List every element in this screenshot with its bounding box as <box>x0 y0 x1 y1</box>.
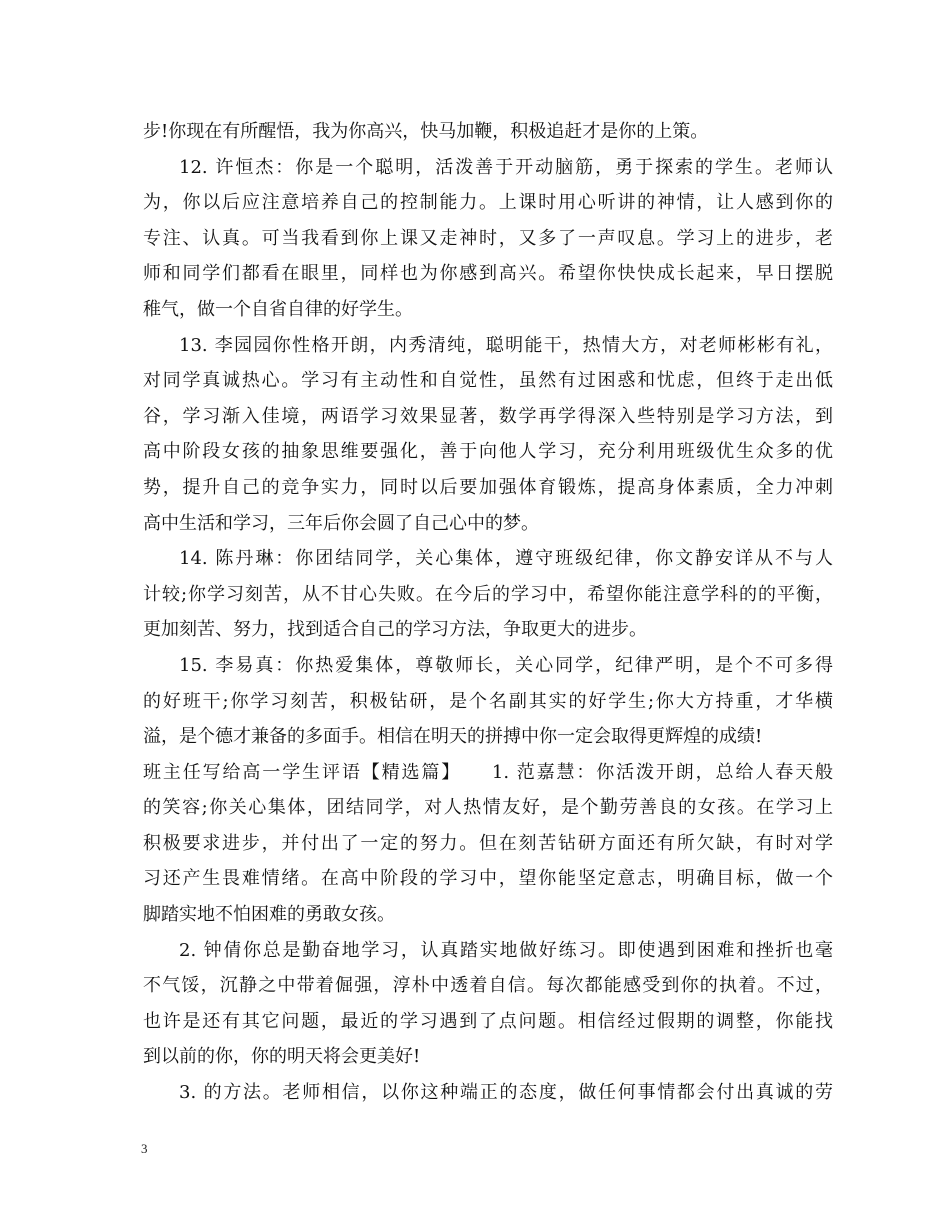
text-line: 2. 钟倩你总是勤奋地学习，认真踏实地做好练习。即使遇到困难和挫折也毫 <box>179 939 833 961</box>
text-line: 12. 许恒杰：你是一个聪明，活泼善于开动脑筋，勇于探索的学生。老师认 <box>179 156 833 178</box>
text-line: 到以前的你，你的明天将会更美好! <box>143 1046 421 1068</box>
text-line: 的笑容;你关心集体，团结同学，对人热情友好，是个勤劳善良的女孩。在学习上 <box>143 797 833 819</box>
text-line: 高中生活和学习，三年后你会圆了自己心中的梦。 <box>143 512 539 534</box>
text-line: 对同学真诚热心。学习有主动性和自觉性，虽然有过困惑和忧虑，但终于走出低 <box>143 370 833 392</box>
text-line: 15. 李易真：你热爱集体，尊敬师长，关心同学，纪律严明，是个不可多得 <box>179 654 833 676</box>
text-line: 师和同学们都看在眼里，同样也为你感到高兴。希望你快快成长起来，早日摆脱 <box>143 263 833 285</box>
text-line: 习还产生畏难情绪。在高中阶段的学习中，望你能坚定意志，明确目标，做一个 <box>143 868 833 890</box>
text-line: 3. 的方法。老师相信，以你这种端正的态度，做任何事情都会付出真诚的劳 <box>179 1082 833 1104</box>
text-line: 积极要求进步，并付出了一定的努力。但在刻苦钻研方面还有所欠缺，有时对学 <box>143 832 833 854</box>
text-line: 溢，是个德才兼备的多面手。相信在明天的拼搏中你一定会取得更辉煌的成绩! <box>143 726 763 748</box>
text-line: 脚踏实地不怕困难的勇敢女孩。 <box>143 904 395 926</box>
text-line: 专注、认真。可当我看到你上课又走神时，又多了一声叹息。学习上的进步，老 <box>143 227 833 249</box>
text-line: 步!你现在有所醒悟，我为你高兴，快马加鞭，积极追赶才是你的上策。 <box>143 121 709 142</box>
page-number: 3 <box>141 1141 148 1156</box>
text-line: 为，你以后应注意培养自己的控制能力。上课时用心听讲的神情，让人感到你的 <box>143 192 833 214</box>
text-line: 势，提升自己的竞争实力，同时以后要加强体育锻炼，提高身体素质，全力冲刺 <box>143 476 833 498</box>
text-line: 14. 陈丹琳：你团结同学，关心集体，遵守班级纪律，你文静安详从不与人 <box>179 548 833 570</box>
text-line: 计较;你学习刻苦，从不甘心失败。在今后的学习中，希望你能注意学科的的平衡， <box>143 583 833 605</box>
text-line: 13. 李园园你性格开朗，内秀清纯，聪明能干，热情大方，对老师彬彬有礼， <box>179 334 833 356</box>
text-line: 不气馁，沉静之中带着倔强，淳朴中透着自信。每次都能感受到你的执着。不过， <box>143 975 833 997</box>
body-text <box>143 114 833 1111</box>
text-line: 稚气，做一个自省自律的好学生。 <box>143 298 413 320</box>
text-line: 更加刻苦、努力，找到适合自己的学习方法，争取更大的进步。 <box>143 619 647 641</box>
text-line: 班主任写给高一学生评语【精选篇】 1. 范嘉慧：你活泼开朗，总给人春天般 <box>143 761 833 783</box>
text-line: 谷，学习渐入佳境，两语学习效果显著，数学再学得深入些特别是学习方法，到 <box>143 405 833 427</box>
text-line: 也许是还有其它问题，最近的学习遇到了点问题。相信经过假期的调整，你能找 <box>143 1010 833 1032</box>
text-line: 高中阶段女孩的抽象思维要强化，善于向他人学习，充分利用班级优生众多的优 <box>143 441 833 463</box>
text-line: 的好班干;你学习刻苦，积极钻研，是个名副其实的好学生;你大方持重，才华横 <box>143 690 833 712</box>
